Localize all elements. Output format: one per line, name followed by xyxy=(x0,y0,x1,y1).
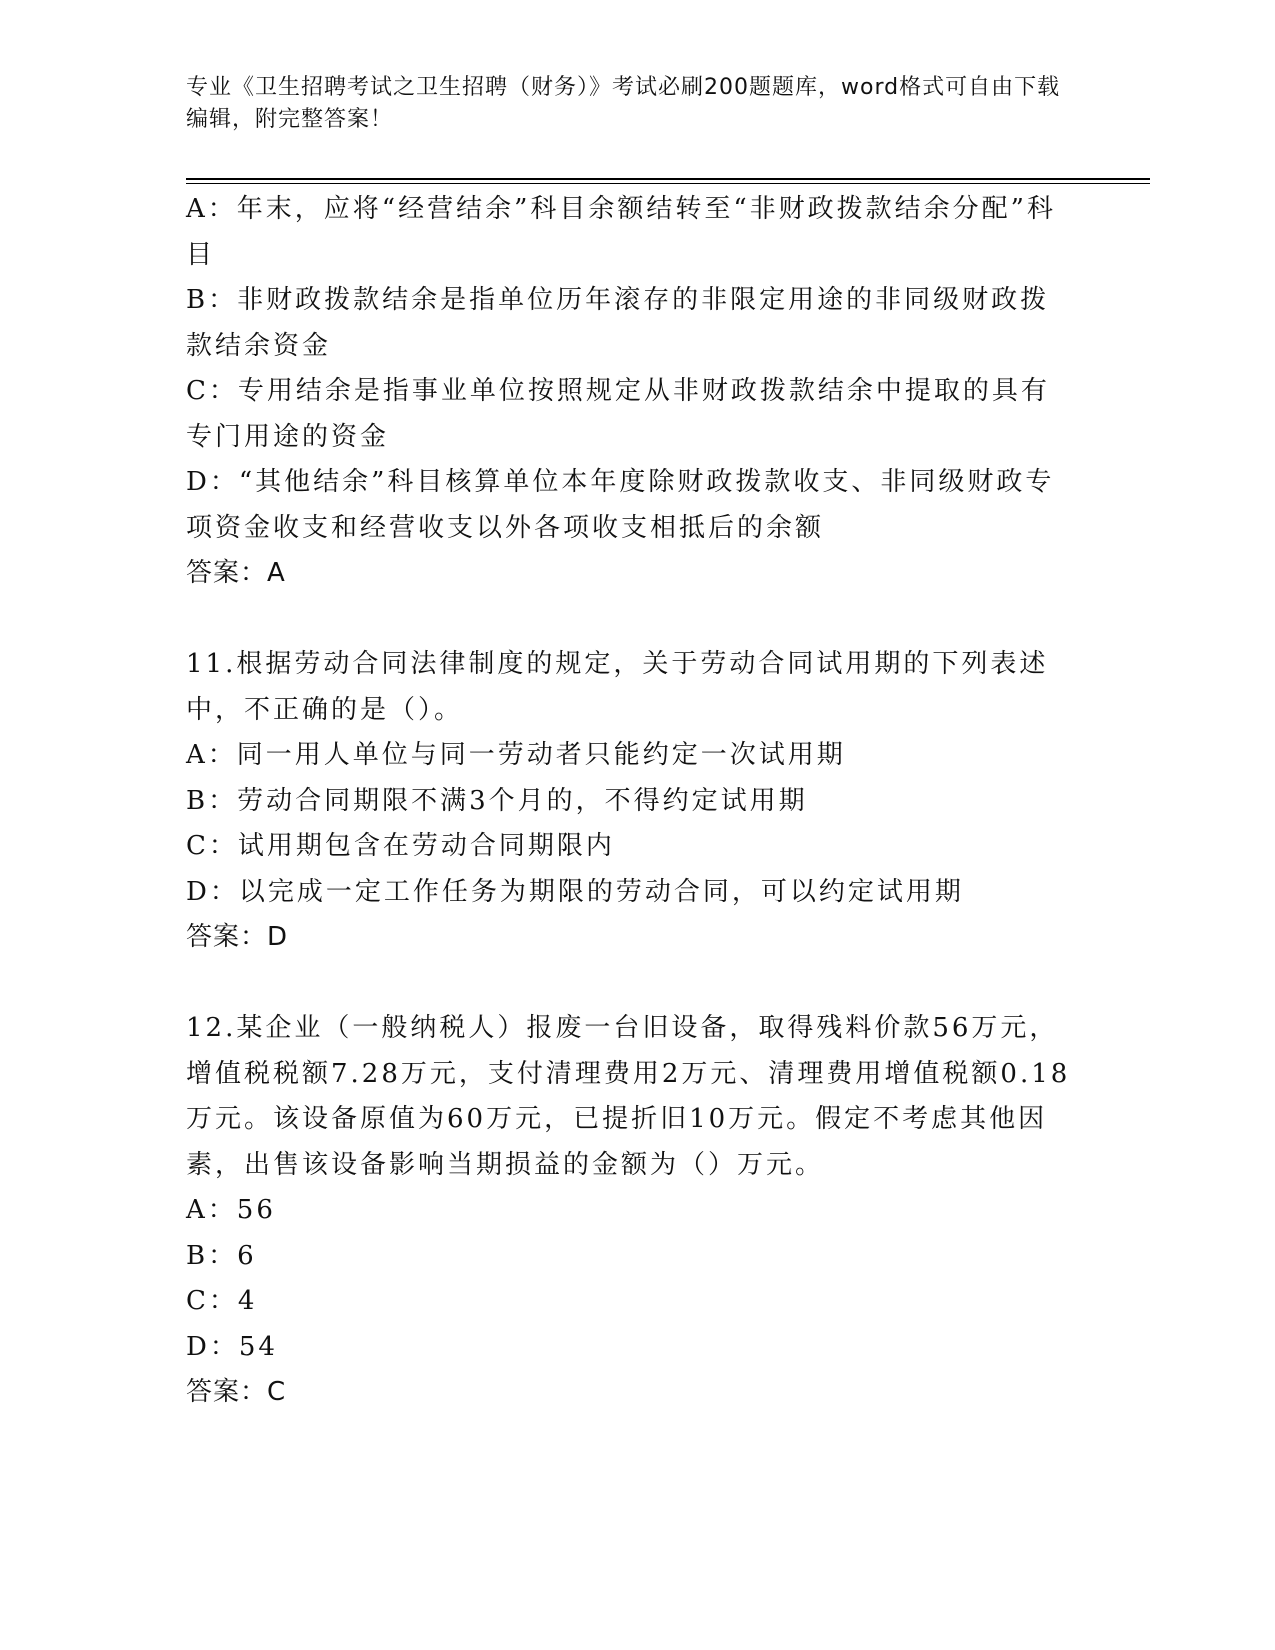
question-11 xyxy=(186,642,1076,961)
option-a: A：56 xyxy=(186,1195,276,1225)
question-list xyxy=(186,187,1076,1416)
option-c: C：4 xyxy=(186,1286,258,1316)
option-b: B：非财政拨款结余是指单位历年滚存的非限定用途的非同级财政拨款结余资金 xyxy=(186,285,1050,361)
option-b: B：6 xyxy=(186,1240,257,1271)
option-d: D：54 xyxy=(186,1331,278,1362)
option-a: A：同一用人单位与同一劳动者只能约定一次试用期 xyxy=(186,740,846,770)
answer-label: 答案：A xyxy=(186,558,286,588)
question-10 xyxy=(186,187,1076,597)
answer-label: 答案：D xyxy=(186,922,289,952)
spacer xyxy=(186,961,1076,1007)
question-text: 12.某企业（一般纳税人）报废一台旧设备，取得残料价款56万元，增值税税额7.28万元，支付清理费用2万元、清理费用增值税额0.18万元。该设备原值为60万元，已提折旧10万元。假定不考虑其他因素，出售该设备影响当期损益的金额为（）万元。 xyxy=(186,1013,1071,1180)
spacer xyxy=(186,597,1076,643)
question-12 xyxy=(186,1006,1076,1416)
document-header: 专业《卫生招聘考试之卫生招聘（财务）》考试必刷200题题库，word格式可自由下载编辑，附完整答案！ xyxy=(186,75,1061,132)
question-text: 11.根据劳动合同法律制度的规定，关于劳动合同试用期的下列表述中，不正确的是（）。 xyxy=(186,649,1049,725)
option-d: D：“其他结余”科目核算单位本年度除财政拨款收支、非同级财政专项资金收支和经营收支以外各项收支相抵后的余额 xyxy=(186,467,1055,543)
header-rule-thick xyxy=(186,178,1150,180)
option-a: A：年末，应将“经营结余”科目余额结转至“非财政拨款结余分配”科目 xyxy=(186,194,1056,270)
option-d: D：以完成一定工作任务为期限的劳动合同，可以约定试用期 xyxy=(186,876,964,907)
option-c: C：专用结余是指事业单位按照规定从非财政拨款结余中提取的具有专门用途的资金 xyxy=(186,376,1050,452)
header-rule-thin xyxy=(186,183,1150,184)
option-c: C：试用期包含在劳动合同期限内 xyxy=(186,831,615,861)
option-b: B：劳动合同期限不满3个月的，不得约定试用期 xyxy=(186,785,808,816)
answer-label: 答案：C xyxy=(186,1377,287,1407)
